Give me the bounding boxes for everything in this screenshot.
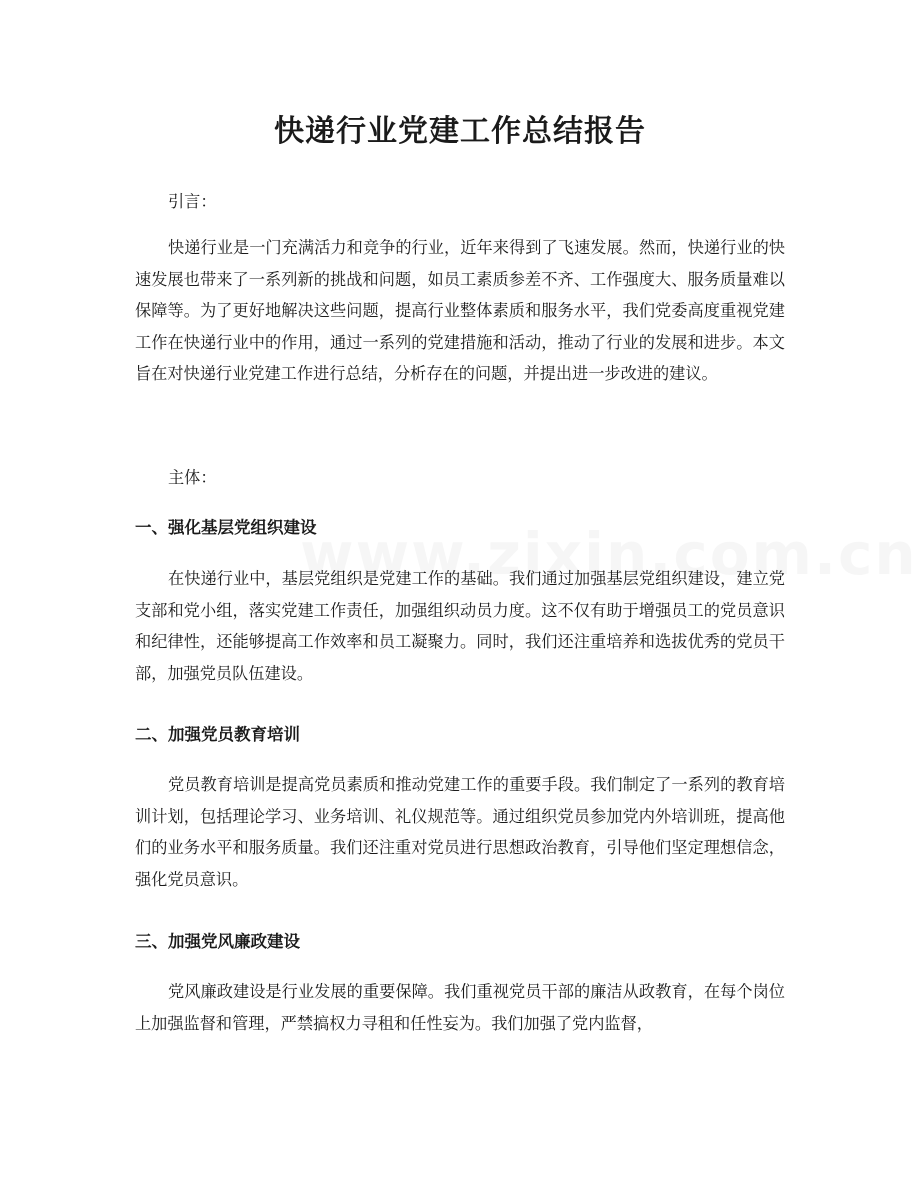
intro-label: 引言： bbox=[168, 192, 217, 211]
section-1-heading: 一、强化基层党组织建设 bbox=[135, 518, 317, 537]
intro-paragraph: 快递行业是一门充满活力和竞争的行业，近年来得到了飞速发展。然而，快递行业的快速发展也带来了一系列新的挑战和问题，如员工素质参差不齐、工作强度大、服务质量难以保障等。为了更好地解决这些问题，提高行业整体素质和服务水平，我们党委高度重视党建工作在快递行业中的作用，通过一系列的党建措施和活动，推动了行业的发展和进步。本文旨在对快递行业党建工作进行总结，分析存在的问题，并提出进一步改进的建议。 bbox=[135, 238, 785, 383]
section-2-heading: 二、加强党员教育培训 bbox=[135, 725, 300, 744]
section-3-paragraph: 党风廉政建设是行业发展的重要保障。我们重视党员干部的廉洁从政教育，在每个岗位上加强监督和管理，严禁搞权力寻租和任性妄为。我们加强了党内监督， bbox=[135, 982, 785, 1033]
document-title: 快递行业党建工作总结报告 bbox=[274, 114, 646, 149]
body-label: 主体： bbox=[168, 468, 217, 487]
section-1-paragraph: 在快递行业中，基层党组织是党建工作的基础。我们通过加强基层党组织建设，建立党支部和党小组，落实党建工作责任，加强组织动员力度。这不仅有助于增强员工的党员意识和纪律性，还能够提高工作效率和员工凝聚力。同时，我们还注重培养和选拔优秀的党员干部，加强党员队伍建设。 bbox=[135, 569, 785, 683]
section-3-heading: 三、加强党风廉政建设 bbox=[135, 932, 300, 951]
section-2-paragraph: 党员教育培训是提高党员素质和推动党建工作的重要手段。我们制定了一系列的教育培训计划，包括理论学习、业务培训、礼仪规范等。通过组织党员参加党内外培训班，提高他们的业务水平和服务质量。我们还注重对党员进行思想政治教育，引导他们坚定理想信念，强化党员意识。 bbox=[135, 775, 785, 889]
